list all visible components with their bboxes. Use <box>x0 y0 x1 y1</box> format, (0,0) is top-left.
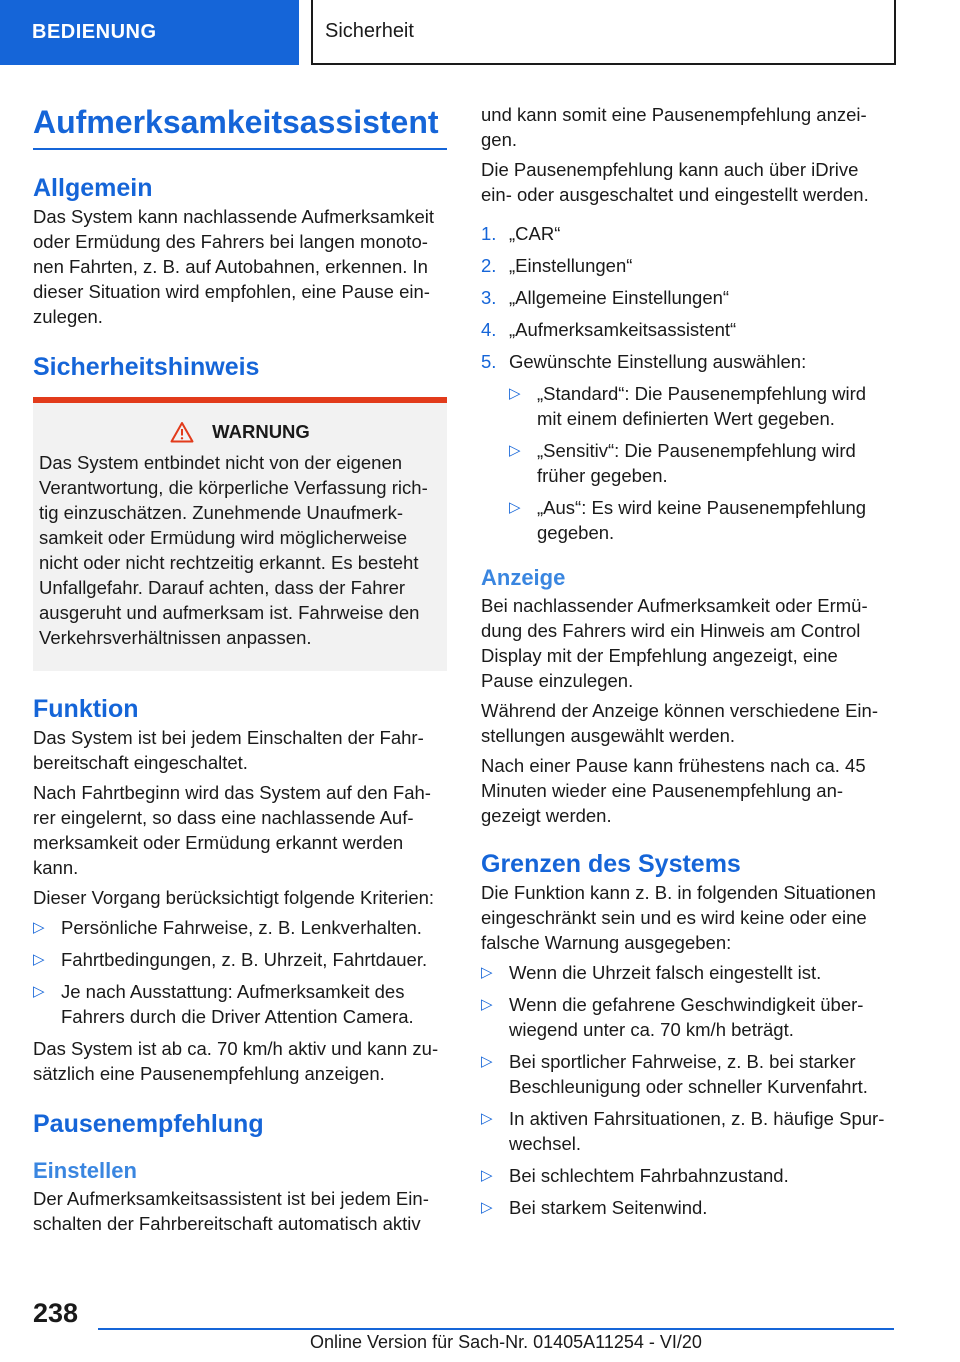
list-item: ▷ Persönliche Fahrweise, z. B. Lenkverhalten. <box>33 917 422 938</box>
steps-list <box>481 221 893 545</box>
warning-triangle-icon <box>170 421 194 443</box>
chapter-label: BEDIENUNG <box>32 21 157 43</box>
bullet-icon: ▷ <box>509 442 521 459</box>
list-item: ▷ „Aus“: Es wird keine Pausenempfehlung gegeben. <box>509 497 867 543</box>
bullet-icon: ▷ <box>509 499 521 516</box>
grenzen-text: Die Funktion kann z. B. in folgenden Situationen eingeschränkt sein und es wird keine oder eine falsche Warnung ausgegeben: <box>481 882 876 953</box>
continued-text: und kann somit eine Pausenempfehlung anzeigen. <box>481 104 867 150</box>
bullet-icon: ▷ <box>33 919 45 936</box>
chapter-tab <box>0 0 299 65</box>
section-header <box>311 0 896 65</box>
bullet-icon: ▷ <box>481 1110 493 1127</box>
list-item: ▷ Wenn die gefahrene Geschwindigkeit überwiegend unter ca. 70 km/h beträgt. <box>481 994 864 1040</box>
pause-heading: Pausenempfehlung <box>33 1110 264 1138</box>
list-item: ▷ In aktiven Fahrsituationen, z. B. häufige Spurwechsel. <box>481 1108 885 1154</box>
einstellen-heading: Einstellen <box>33 1158 137 1183</box>
list-item: 5. Gewünschte Einstellung auswählen: ▷ „Standard“: Die Pausenempfehlung wird mit einem definierten Wert gegeben. ▷ „Sensitiv“: Die Pausenempfehlung wird früher gegeben. ▷ „Aus“: Es wird keine Pausenempfehlung gegeben. <box>481 349 893 545</box>
funktion-text-3: Dieser Vorgang berücksichtigt folgende Kriterien: <box>33 887 435 908</box>
list-item: ▷ Bei sportlicher Fahrweise, z. B. bei starker Beschleunigung oder schneller Kurvenfahrt. <box>481 1051 868 1097</box>
section-label: Sicherheit <box>325 20 414 42</box>
einstellen-text: Der Aufmerksamkeitsassistent ist bei jedem Einschalten der Fahrbereitschaft automatisch aktiv <box>33 1188 429 1234</box>
page-title: Aufmerksamkeitsassistent <box>33 100 447 150</box>
bullet-icon: ▷ <box>481 964 493 981</box>
warning-box <box>33 397 447 671</box>
left-column <box>33 100 447 1241</box>
list-item: ▷ „Sensitiv“: Die Pausenempfehlung wird früher gegeben. <box>509 440 856 486</box>
right-column <box>481 102 893 1227</box>
anzeige-text-1: Bei nachlassender Aufmerksamkeit oder Ermüdung des Fahrers wird ein Hinweis am Control Display mit der Empfehlung angezeigt, eine Pause einzulegen. <box>481 595 868 691</box>
bullet-icon: ▷ <box>481 996 493 1013</box>
idrive-text: Die Pausenempfehlung kann auch über iDrive ein- oder ausgeschaltet und eingestellt werden. <box>481 159 869 205</box>
criteria-list <box>33 915 447 1029</box>
allgemein-heading: Allgemein <box>33 174 153 202</box>
funktion-text-2: Nach Fahrtbeginn wird das System auf den Fahrer eingelernt, so dass eine nachlassende Aufmerksamkeit oder Ermüdung erkannt werden kann. <box>33 782 431 878</box>
anzeige-text-3: Nach einer Pause kann frühestens nach ca. 45 Minuten wieder eine Pausenempfehlung angezeigt werden. <box>481 755 866 826</box>
list-item: 4. „Aufmerksamkeitsassistent“ <box>481 319 737 340</box>
warning-label: WARNUNG <box>212 421 310 442</box>
bullet-icon: ▷ <box>481 1199 493 1216</box>
bullet-icon: ▷ <box>33 951 45 968</box>
funktion-text-1: Das System ist bei jedem Einschalten der Fahrbereitschaft eingeschaltet. <box>33 727 424 773</box>
safety-heading: Sicherheitshinweis <box>33 353 260 381</box>
bullet-icon: ▷ <box>33 983 45 1000</box>
grenzen-heading: Grenzen des Systems <box>481 850 741 878</box>
list-item: 3. „Allgemeine Einstellungen“ <box>481 287 730 308</box>
allgemein-text: Das System kann nachlassende Aufmerksamkeit oder Ermüdung des Fahrers bei langen monotonen Fahrten, z. B. auf Autobahnen, erkennen. In dieser Situation wird empfohlen, eine Pause einzulegen. <box>33 206 435 327</box>
list-item: ▷ Bei schlechtem Fahrbahnzustand. <box>481 1165 789 1186</box>
warning-title <box>39 419 441 444</box>
anzeige-text-2: Während der Anzeige können verschiedene Einstellungen ausgewählt werden. <box>481 700 878 746</box>
list-item: ▷ Je nach Ausstattung: Aufmerksamkeit des Fahrers durch die Driver Attention Camera. <box>33 981 414 1027</box>
bullet-icon: ▷ <box>481 1167 493 1184</box>
bullet-icon: ▷ <box>509 385 521 402</box>
list-item: ▷ Wenn die Uhrzeit falsch eingestellt ist. <box>481 962 822 983</box>
bullet-icon: ▷ <box>481 1053 493 1070</box>
warning-text: Das System entbindet nicht von der eigenen Verantwortung, die körperliche Verfassung richtig einzuschätzen. Zunehmende Unaufmerksamkeit oder Ermüdung wird möglicherweise nicht oder nicht rechtzeitig erkannt. Es besteht Unfallgefahr. Darauf achten, dass der Fahrer ausgeruht und aufmerksam ist. Fahrweise den Verkehrsverhältnissen anpassen. <box>39 452 428 648</box>
list-item: ▷ Bei starkem Seitenwind. <box>481 1197 708 1218</box>
options-list <box>509 381 893 545</box>
footer-text: Online Version für Sach-Nr. 01405A11254 - VI/20 <box>310 1332 702 1352</box>
funktion-text-4: Das System ist ab ca. 70 km/h aktiv und kann zusätzlich eine Pausenempfehlung anzeigen. <box>33 1038 439 1084</box>
list-item: ▷ „Standard“: Die Pausenempfehlung wird mit einem definierten Wert gegeben. <box>509 383 867 429</box>
funktion-heading: Funktion <box>33 695 139 723</box>
list-item: 2. „Einstellungen“ <box>481 255 633 276</box>
list-item: ▷ Fahrtbedingungen, z. B. Uhrzeit, Fahrtdauer. <box>33 949 428 970</box>
list-item: 1. „CAR“ <box>481 223 561 244</box>
page-number: 238 <box>33 1298 79 1328</box>
anzeige-heading: Anzeige <box>481 565 566 590</box>
footer-divider <box>98 1328 894 1330</box>
limits-list <box>481 960 893 1220</box>
